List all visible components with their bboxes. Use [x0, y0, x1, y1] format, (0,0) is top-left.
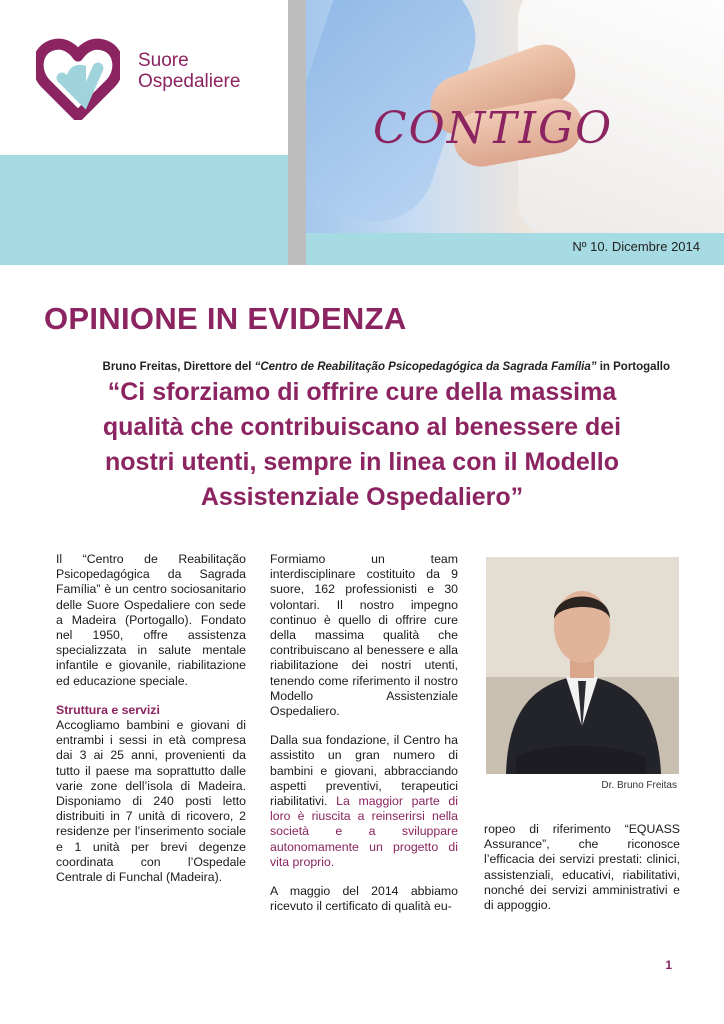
portrait-photo	[486, 557, 679, 774]
brand-name	[138, 50, 240, 92]
quote-line: nostri utenti, sempre in linea con il Modello	[105, 448, 619, 476]
paragraph	[270, 733, 458, 870]
paragraph: A maggio del 2014 abbiamo ricevuto il certificato di qualità eu-	[270, 884, 458, 914]
header-divider-bar	[288, 0, 306, 265]
column-1	[56, 552, 246, 899]
byline-center-name: “Centro de Reabilitação Psicopedagógica da Sagrada Família”	[254, 361, 597, 373]
column-2	[270, 552, 458, 928]
brand-line-1: Suore	[138, 50, 189, 71]
heart-logo-icon	[36, 38, 120, 120]
quote-line: “Ci sforziamo di offrire cure della massima	[107, 378, 617, 406]
byline	[60, 361, 670, 373]
issue-number: Nº 10. Dicembre 2014	[572, 239, 700, 254]
paragraph: Accogliamo bambini e giovani di entrambi i sessi in età compresa dai 3 ai 25 anni, provenienti da tutto il paese ma soprattutto dalle varie zone dell’isola di Madeira. Disponiamo di 240 posti letto distribuiti in 7 unità di ricovero, 2 residenze per l’inserimento sociale e 1 unità per brevi degenze coordinata con l’Ospedale Centrale di Funchal (Madeira).	[56, 718, 246, 885]
paragraph-text: Dalla sua fondazione, il Centro ha assistito un gran numero di bambini e giovani, abbracciando aspetti preventivi, terapeutici riabilitativi.	[270, 733, 458, 809]
quote-line: Assistenziale Ospedaliero”	[200, 483, 524, 511]
magazine-title: CONTIGO	[373, 103, 614, 154]
pull-quote	[44, 375, 680, 515]
quote-line: qualità che contribuiscano al benessere dei	[102, 413, 622, 441]
byline-location: in Portogallo	[596, 361, 670, 373]
highlighted-text: La maggior parte di loro è riuscita a reinserirsi nella società e a sviluppare autonomamente un progetto di vita proprio.	[270, 794, 458, 869]
section-title: OPINIONE IN EVIDENZA	[44, 301, 407, 336]
subheading: Struttura e servizi	[56, 702, 160, 717]
paragraph: Formiamo un team interdisciplinare costituito da 9 suore, 162 professionisti e 30 volontari. Il nostro impegno continuo è quello di offrire cure della massima qualità che contribuiscano al benessere e alla riabilitazione dei nostri utenti, tenendo come riferimento il nostro Modello Assistenziale Ospedaliero.	[270, 552, 458, 719]
paragraph: ropeo di riferimento “EQUASS Assurance”, che riconosce l’efficacia dei servizi prestati: clinici, assistenziali, educativi, riabilitativi, nonché dei servizi amministrativi e di appoggio.	[484, 822, 680, 913]
byline-author: Bruno Freitas, Direttore del	[102, 361, 255, 373]
paragraph: Il “Centro de Reabilitação Psicopedagógica da Sagrada Família” è un centro sociosanitario delle Suore Ospedaliere con sede a Madeira (Portogallo). Fondato nel 1950, offre assistenza specializzata in salute mentale infantile e giovanile, riabilitazione ed educazione speciale.	[56, 552, 246, 688]
portrait-figure-icon	[486, 557, 679, 774]
photo-caption: Dr. Bruno Freitas	[601, 780, 677, 791]
brand-line-2: Ospedaliere	[138, 71, 241, 92]
page-number: 1	[665, 958, 672, 972]
column-3	[484, 822, 680, 927]
